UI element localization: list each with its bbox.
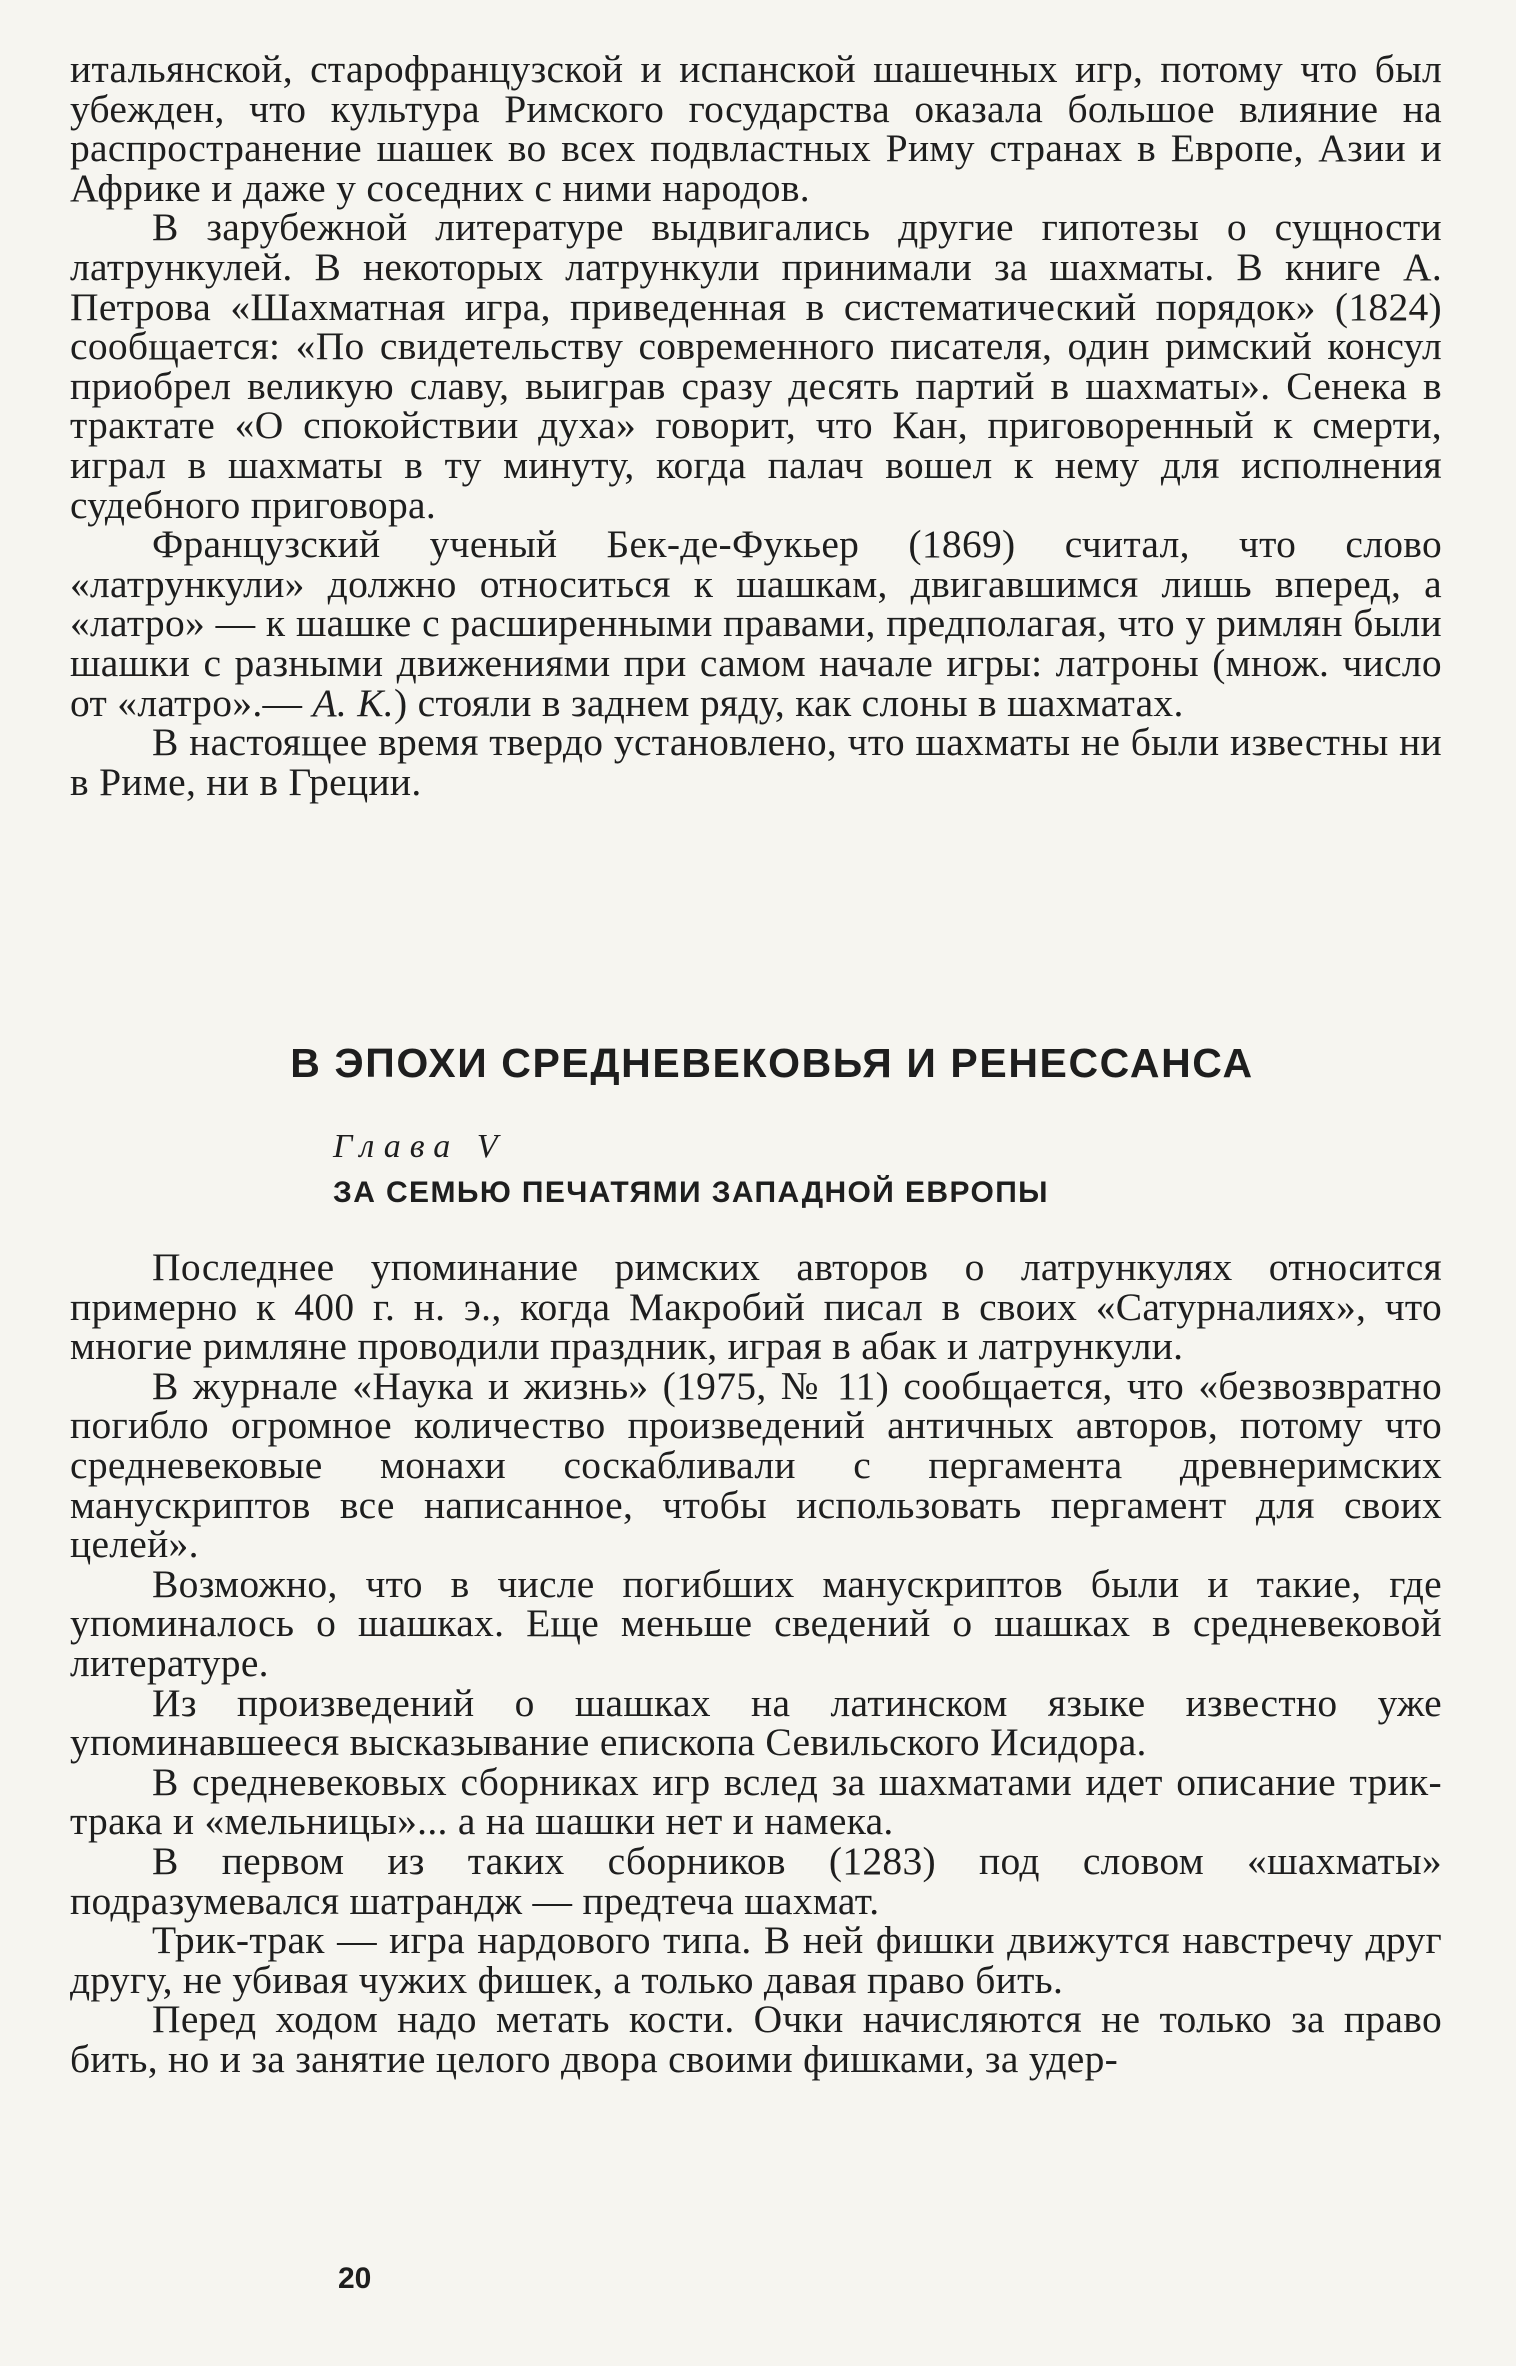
author-initials: А. К. [312, 680, 394, 725]
paragraph-game-collections: В средневековых сборниках игр вслед за шахматами идет описание трик-трака и «мельницы»... а на шашки нет и намека. [70, 1759, 1442, 1844]
paragraph-conclusion: В настоящее время твердо установлено, что шахматы не были известны ни в Риме, ни в Греции. [70, 720, 1442, 804]
paragraph-lost-manuscripts: Возможно, что в числе погибших манускриптов были и такие, где упоминалось о шашках. Еще меньше сведений о шашках в средневековой литературе. [70, 1561, 1442, 1685]
bottom-text-block [70, 1245, 1442, 2081]
paragraph-bek-de-fukier-text: Французский ученый Бек-де-Фукьер (1869) считал, что слово «латрункули» должно относиться к шашкам, двигавшимся лишь вперед, а «латро» — к шашке с расширенными правами, предполагая, что у римлян были шашки с разными движениями при самом начале игры: латроны (множ. число от «латро».— [70, 522, 1442, 725]
top-text-block [70, 47, 1442, 804]
chapter-title: ЗА СЕМЬЮ ПЕЧАТЯМИ ЗАПАДНОЙ ЕВРОПЫ [333, 1176, 1049, 1209]
section-heading: В ЭПОХИ СРЕДНЕВЕКОВЬЯ И РЕНЕССАНСА [290, 1040, 1254, 1086]
page-number: 20 [338, 2262, 372, 2295]
paragraph-first-collection: В первом из таких сборников (1283) под словом «шахматы» подразумевался шатрандж — предтеча шахмат. [70, 1838, 1442, 1923]
paragraph-trictrac: Трик-трак — игра нардового типа. В ней фишки движутся навстречу друг другу, не убивая чужих фишек, а только давая право бить. [70, 1918, 1442, 2002]
paragraph-isidore: Из произведений о шашках на латинском языке известно уже упоминавшееся высказывание епископа Севильского Исидора. [70, 1680, 1442, 1765]
chapter-label: Глава V [333, 1128, 507, 1165]
paragraph-dice: Перед ходом надо метать кости. Очки начисляются не только за право бить, но и за занятие целого двора своими фишками, за удер- [70, 1997, 1442, 2081]
paragraph-bek-de-fukier [70, 522, 1442, 725]
paragraph-macrobius: Последнее упоминание римских авторов о латрункулях относится примерно к 400 г. н. э., когда Макробий писал в своих «Сатурналиях», что многие римляне проводили праздник, играя в абак и латрункули. [70, 1245, 1442, 1369]
paragraph-bek-de-fukier-tail: ) стояли в заднем ряду, как слоны в шахматах. [393, 680, 1184, 725]
paragraph-continuation: итальянской, старофранцузской и испанской шашечных игр, потому что был убежден, что культура Римского государства оказала большое влияние на распространение шашек во всех подвластных Риму странах в Европе, Азии и Африке и даже у соседних с ними народов. [70, 47, 1442, 210]
paragraph-hypotheses: В зарубежной литературе выдвигались другие гипотезы о сущности латрункулей. В некоторых латрункули принимали за шахматы. В книге А. Петрова «Шахматная игра, приведенная в систематический порядок» (1824) сообщается: «По свидетельству современного писателя, один римский консул приобрел великую славу, выиграв сразу десять партий в шахматы». Сенека в трактате «О спокойствии духа» говорит, что Кан, приговоренный к смерти, играл в шахматы в ту минуту, когда палач вошел к нему для исполнения судебного приговора. [70, 205, 1442, 527]
paragraph-nauka-i-zhizn: В журнале «Наука и жизнь» (1975, № 11) сообщается, что «безвозвратно погибло огромное количество произведений античных авторов, потому что средневековые монахи соскабливали с пергамента древнеримских манускриптов все написанное, чтобы использовать пергамент для своих целей». [70, 1363, 1442, 1567]
